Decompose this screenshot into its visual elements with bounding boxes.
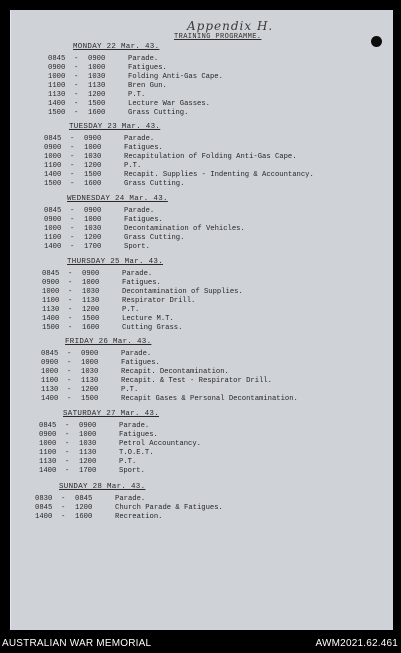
- dash: -: [70, 243, 75, 251]
- day-title: MONDAY 22 Mar. 43.: [73, 43, 160, 51]
- dash: -: [70, 225, 75, 233]
- dash: -: [61, 504, 66, 512]
- start-time: 0900: [42, 279, 60, 287]
- dash: -: [65, 422, 70, 430]
- activity: Recapitulation of Folding Anti-Gas Cape.: [124, 153, 297, 161]
- start-time: 1400: [41, 395, 59, 403]
- end-time: 0845: [75, 495, 93, 503]
- dash: -: [70, 180, 75, 188]
- dash: -: [65, 449, 70, 457]
- dash: -: [74, 82, 79, 90]
- dash: -: [74, 73, 79, 81]
- footer-source: AUSTRALIAN WAR MEMORIAL: [2, 638, 152, 649]
- start-time: 1000: [44, 153, 62, 161]
- start-time: 1130: [42, 306, 60, 314]
- end-time: 1130: [82, 297, 100, 305]
- dash: -: [65, 467, 70, 475]
- start-time: 0900: [44, 216, 62, 224]
- end-time: 1030: [79, 440, 97, 448]
- start-time: 1100: [44, 162, 62, 170]
- end-time: 1200: [84, 162, 102, 170]
- end-time: 1000: [88, 64, 106, 72]
- end-time: 1200: [75, 504, 93, 512]
- end-time: 0900: [79, 422, 97, 430]
- dash: -: [61, 513, 66, 521]
- day-title: WEDNESDAY 24 Mar. 43.: [67, 195, 168, 203]
- dash: -: [70, 162, 75, 170]
- activity: Cutting Grass.: [122, 324, 183, 332]
- dash: -: [67, 395, 72, 403]
- end-time: 1200: [82, 306, 100, 314]
- end-time: 1130: [81, 377, 99, 385]
- dash: -: [74, 100, 79, 108]
- activity: Parade.: [122, 270, 153, 278]
- dash: -: [68, 279, 73, 287]
- dash: -: [67, 368, 72, 376]
- start-time: 1400: [35, 513, 53, 521]
- start-time: 1100: [41, 377, 59, 385]
- start-time: 0845: [44, 207, 62, 215]
- start-time: 1100: [44, 234, 62, 242]
- dash: -: [68, 315, 73, 323]
- end-time: 1200: [81, 386, 99, 394]
- day-title: FRIDAY 26 Mar. 43.: [65, 338, 152, 346]
- activity: Grass Cutting.: [124, 180, 185, 188]
- end-time: 0900: [81, 350, 99, 358]
- start-time: 0900: [48, 64, 66, 72]
- activity: P.T.: [128, 91, 146, 99]
- activity: P.T.: [121, 386, 139, 394]
- end-time: 0900: [84, 207, 102, 215]
- activity: Bren Gun.: [128, 82, 167, 90]
- dash: -: [68, 324, 73, 332]
- dash: -: [68, 288, 73, 296]
- end-time: 1000: [82, 279, 100, 287]
- activity: P.T.: [119, 458, 137, 466]
- end-time: 1030: [81, 368, 99, 376]
- day-title: SATURDAY 27 Mar. 43.: [63, 410, 160, 418]
- end-time: 1130: [79, 449, 97, 457]
- document-page: [10, 10, 393, 630]
- day-title: TUESDAY 23 Mar. 43.: [69, 123, 161, 131]
- start-time: 0900: [44, 144, 62, 152]
- activity: Lecture War Gasses.: [128, 100, 210, 108]
- start-time: 0845: [41, 350, 59, 358]
- start-time: 1100: [48, 82, 66, 90]
- day-title: THURSDAY 25 Mar. 43.: [67, 258, 164, 266]
- activity: Parade.: [128, 55, 159, 63]
- start-time: 1400: [44, 171, 62, 179]
- end-time: 1030: [84, 153, 102, 161]
- activity: Recreation.: [115, 513, 163, 521]
- dash: -: [65, 458, 70, 466]
- activity: Parade.: [119, 422, 150, 430]
- punch-hole: [371, 36, 382, 47]
- end-time: 1030: [84, 225, 102, 233]
- end-time: 1000: [81, 359, 99, 367]
- dash: -: [61, 495, 66, 503]
- end-time: 1500: [88, 100, 106, 108]
- activity: Parade.: [124, 207, 155, 215]
- activity: Fatigues.: [119, 431, 158, 439]
- dash: -: [70, 171, 75, 179]
- activity: Petrol Accountancy.: [119, 440, 201, 448]
- dash: -: [70, 216, 75, 224]
- activity: Fatigues.: [124, 144, 163, 152]
- dash: -: [68, 297, 73, 305]
- start-time: 1130: [48, 91, 66, 99]
- end-time: 1030: [88, 73, 106, 81]
- activity: Recapit Gases & Personal Decontamination.: [121, 395, 298, 403]
- activity: T.O.E.T.: [119, 449, 154, 457]
- end-time: 0900: [84, 135, 102, 143]
- activity: P.T.: [122, 306, 140, 314]
- activity: Decontamination of Vehicles.: [124, 225, 245, 233]
- end-time: 1000: [84, 144, 102, 152]
- end-time: 0900: [82, 270, 100, 278]
- dash: -: [65, 440, 70, 448]
- start-time: 1500: [42, 324, 60, 332]
- start-time: 0845: [39, 422, 57, 430]
- start-time: 1130: [39, 458, 57, 466]
- activity: Church Parade & Fatigues.: [115, 504, 223, 512]
- activity: Lecture M.T.: [122, 315, 174, 323]
- end-time: 1000: [84, 216, 102, 224]
- start-time: 1000: [44, 225, 62, 233]
- start-time: 1000: [41, 368, 59, 376]
- dash: -: [74, 91, 79, 99]
- activity: Decontamination of Supplies.: [122, 288, 243, 296]
- end-time: 1600: [84, 180, 102, 188]
- activity: Fatigues.: [122, 279, 161, 287]
- appendix-note: Appendix H.: [187, 19, 274, 33]
- activity: P.T.: [124, 162, 142, 170]
- end-time: 1700: [84, 243, 102, 251]
- start-time: 0845: [44, 135, 62, 143]
- dash: -: [70, 207, 75, 215]
- activity: Sport.: [124, 243, 150, 251]
- dash: -: [74, 55, 79, 63]
- dash: -: [68, 306, 73, 314]
- footer-accession-number: AWM2021.62.461: [315, 638, 398, 649]
- start-time: 1500: [48, 109, 66, 117]
- dash: -: [70, 135, 75, 143]
- activity: Fatigues.: [121, 359, 160, 367]
- start-time: 1100: [39, 449, 57, 457]
- start-time: 0830: [35, 495, 53, 503]
- activity: Recapit. & Test - Respirator Drill.: [121, 377, 272, 385]
- start-time: 0900: [39, 431, 57, 439]
- end-time: 0900: [88, 55, 106, 63]
- activity: Sport.: [119, 467, 145, 475]
- activity: Parade.: [121, 350, 152, 358]
- activity: Respirator Drill.: [122, 297, 196, 305]
- activity: Recapit. Decontamination.: [121, 368, 229, 376]
- activity: Grass Cutting.: [124, 234, 185, 242]
- end-time: 1200: [79, 458, 97, 466]
- end-time: 1600: [75, 513, 93, 521]
- start-time: 0845: [42, 270, 60, 278]
- dash: -: [70, 153, 75, 161]
- end-time: 1000: [79, 431, 97, 439]
- dash: -: [68, 270, 73, 278]
- end-time: 1030: [82, 288, 100, 296]
- dash: -: [74, 109, 79, 117]
- end-time: 1500: [84, 171, 102, 179]
- start-time: 1400: [44, 243, 62, 251]
- dash: -: [70, 144, 75, 152]
- end-time: 1500: [82, 315, 100, 323]
- dash: -: [67, 359, 72, 367]
- start-time: 1400: [39, 467, 57, 475]
- start-time: 0900: [41, 359, 59, 367]
- activity: Parade.: [115, 495, 146, 503]
- start-time: 0845: [35, 504, 53, 512]
- dash: -: [67, 350, 72, 358]
- activity: Fatigues.: [124, 216, 163, 224]
- end-time: 1700: [79, 467, 97, 475]
- dash: -: [67, 377, 72, 385]
- end-time: 1500: [81, 395, 99, 403]
- start-time: 1000: [42, 288, 60, 296]
- start-time: 0845: [48, 55, 66, 63]
- dash: -: [65, 431, 70, 439]
- activity: Fatigues.: [128, 64, 167, 72]
- dash: -: [70, 234, 75, 242]
- start-time: 1400: [42, 315, 60, 323]
- end-time: 1600: [82, 324, 100, 332]
- start-time: 1000: [39, 440, 57, 448]
- dash: -: [67, 386, 72, 394]
- start-time: 1130: [41, 386, 59, 394]
- end-time: 1130: [88, 82, 106, 90]
- start-time: 1500: [44, 180, 62, 188]
- start-time: 1100: [42, 297, 60, 305]
- start-time: 1400: [48, 100, 66, 108]
- end-time: 1200: [88, 91, 106, 99]
- activity: Recapit. Supplies - Indenting & Accountancy.: [124, 171, 314, 179]
- activity: Parade.: [124, 135, 155, 143]
- activity: Grass Cutting.: [128, 109, 189, 117]
- end-time: 1200: [84, 234, 102, 242]
- dash: -: [74, 64, 79, 72]
- start-time: 1000: [48, 73, 66, 81]
- end-time: 1600: [88, 109, 106, 117]
- day-title: SUNDAY 28 Mar. 43.: [59, 483, 146, 491]
- page-title: TRAINING PROGRAMME.: [174, 33, 262, 41]
- activity: Folding Anti-Gas Cape.: [128, 73, 223, 81]
